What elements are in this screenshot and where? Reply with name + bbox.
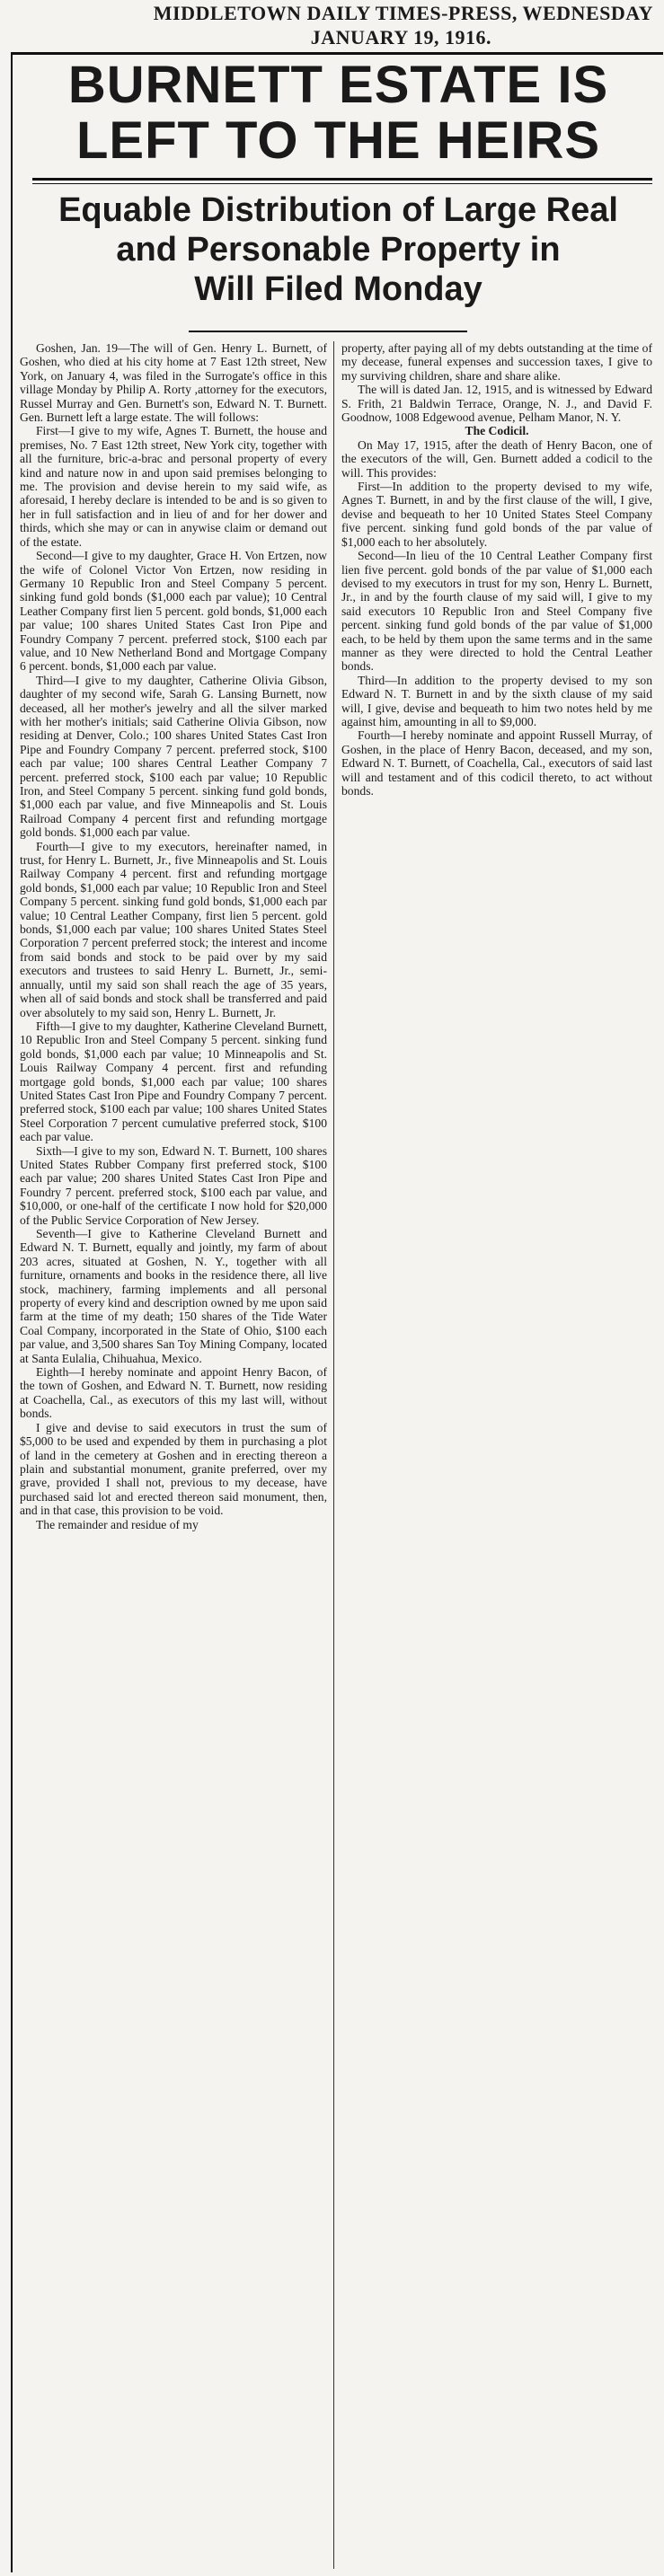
- paragraph-codicil-first: First—In addition to the property devised to my wife, Agnes T. Burnett, in and by the first clause of the will, I give, devise and bequeath to her 10 United States Steel Company five percent. sinking fund gold bonds of the par value of $1,000 each to her absolutely.: [341, 480, 652, 549]
- subhead-line-1: Equable Distribution of Large Real: [58, 191, 618, 229]
- paragraph-codicil-intro: On May 17, 1915, after the death of Henry Bacon, one of the executors of the will, Gen. Burnett added a codicil to the will. This provides:: [341, 437, 652, 480]
- paragraph-residue: The remainder and residue of my: [36, 1517, 199, 1531]
- headline: [22, 57, 655, 169]
- paragraph-third-clause: Third—I give to my daughter, Catherine Olivia Gibson, daughter of my second wife, Sarah G. Lansing Burnett, now deceased, all her mother's jewelry and all the silver marked with her mother's initials; said Catherine Olivia Gibson, now residing at Denver, Colo.; 100 shares United States Cast Iron Pipe and Foundry Company 7 percent. preferred stock, $100 each par value; 100 shares Central Leather Company 7 percent. preferred stock, $100 each par value; 10 Republic Iron, and Steel Company 5 percent. sinking fund gold bonds, $1,000 each par value, and five Minneapolis and St. Louis Railroad Company 4 percent first and refunding mortgage gold bonds. $1,000 each par value.: [20, 673, 327, 840]
- article-frame-top: [11, 52, 663, 55]
- masthead-date: JANUARY 19, 1916.: [310, 26, 491, 49]
- paragraph-first-clause: First—I give to my wife, Agnes T. Burnett, the house and premises, No. 7 East 12th street, New York city, together with all the furniture, bric-a-brac and personal property of every kind and nature now in and upon said premises belonging to me. The provision and devise herein to my said wife, as aforesaid, I hereby declare is intended to be and is so given to her in full satisfaction and in lieu of and for her dower and thirds, which she may or can in anywise claim or demand out of the estate.: [20, 424, 327, 549]
- headline-line-2: LEFT TO THE HEIRS: [75, 111, 601, 170]
- subheadline: [22, 190, 655, 309]
- headline-line-1: BURNETT ESTATE IS: [67, 56, 609, 114]
- paragraph-eighth-clause: Eighth—I hereby nominate and appoint Henry Bacon, of the town of Goshen, and Edward N. T. Burnett, now residing at Coachella, Cal., as executors of this my last will, without bonds.: [20, 1365, 327, 1421]
- subhead-line-2: and Personable Property in: [116, 231, 561, 269]
- paragraph-fifth-clause: Fifth—I give to my daughter, Katherine Cleveland Burnett, 10 Republic Iron and Steel Company 5 percent. sinking fund gold bonds, $1,000 each par value; 10 Minneapolis and St. Louis Railway Company 4 percent. first and refunding mortgage gold bonds, $1,000 each par value; 100 shares United States Cast Iron Pipe and Foundry Company 7 percent. preferred stock, $100 each par value; 100 shares United States Steel Corporation 7 percent cumulative preferred stock, $100 each par value.: [20, 1019, 327, 1144]
- article-column-2: [341, 341, 652, 1293]
- column-divider: [333, 341, 334, 2569]
- article-frame-left: [11, 52, 13, 2572]
- codicil-heading: The Codicil.: [465, 424, 529, 438]
- headline-rule-thin: [32, 183, 652, 184]
- paragraph-codicil-fourth: Fourth—I hereby nominate and appoint Russell Murray, of Goshen, in the place of Henry Bacon, deceased, and my son, Edward N. T. Burnett, of Coachella, Cal., executors of said last will and testament and of this codicil thereto, to act without bonds.: [341, 728, 652, 798]
- paragraph-fourth-clause: Fourth—I give to my executors, hereinafter named, in trust, for Henry L. Burnett, Jr., five Minneapolis and St. Louis Railway Company 4 percent. first and refunding mortgage gold bonds, $1,000 each par value; 10 Republic Iron and Steel Company 5 percent. sinking fund gold bonds, $1,000 each par value; 10 Central Leather Company, first lien 5 percent. gold bonds, $1,000 each par value; 100 shares United States Steel Corporation 7 percent preferred stock; the interest and income from said bonds and stock to be paid over by my said executors and trustees to said Henry L. Burnett, Jr., semi-annually, until my said son shall reach the age of 35 years, when all of said bonds and stock shall be transferred and paid over absolutely to my said son, Henry L. Burnett, Jr.: [20, 839, 327, 1019]
- paragraph-will-dated: The will is dated Jan. 12, 1915, and is witnessed by Edward S. Frith, 21 Baldwin Terrace, Orange, N. J., and David F. Goodnow, 1008 Edgewood avenue, Pelham Manor, N. Y.: [341, 383, 652, 425]
- paragraph-codicil-third: Third—In addition to the property devised to my son Edward N. T. Burnett in and by the sixth clause of my said will, I give, devise and bequeath to him two notes held by me against him, amounting in all to $9,000.: [341, 673, 652, 728]
- article-column-1: [20, 341, 327, 2569]
- paragraph-dateline: Goshen, Jan. 19—The will of Gen. Henry L. Burnett, of Goshen, who died at his city home at 7 East 12th street, New York, on January 4, was filed in the Surrogate's office in this village Monday by Philip A. Rorty ,attorney for the executors, Russel Murray and Gen. Burnett's son, Edward N. T. Burnett. Gen. Burnett left a large estate. The will follows:: [20, 341, 327, 425]
- subhead-rule: [189, 331, 467, 332]
- masthead-title: MIDDLETOWN DAILY TIMES-PRESS, WEDNESDAY: [153, 2, 653, 24]
- paragraph-sixth-clause: Sixth—I give to my son, Edward N. T. Burnett, 100 shares United States Rubber Company first preferred stock, $100 each par value; 200 shares United States Cast Iron Pipe and Foundry 7 percent. preferred stock, $100 each par value, and $10,000, or one-half of the certificate I now hold for $20,000 of the Public Service Corporation of New Jersey.: [20, 1143, 327, 1227]
- paragraph-codicil-second: Second—In lieu of the 10 Central Leather Company first lien five percent. gold bonds of the par value of $1,000 each devised to my executors in trust for my son, Henry L. Burnett, Jr., in and by the fourth clause of my said will, I give to my said executors 10 Republic Iron and Steel Company five percent. sinking fund gold bonds of the par value of $1,000 each, to be held by them upon the same terms and in the same manner as they were directed to hold the Central Leather bonds.: [341, 549, 652, 674]
- subhead-line-3: Will Filed Monday: [194, 270, 483, 308]
- headline-rule: [32, 178, 652, 181]
- paragraph-monument: I give and devise to said executors in trust the sum of $5,000 to be used and expended by them in purchasing a plot of land in the cemetery at Goshen and in erecting thereon a plain and substantial monument, granite preferred, over my grave, provided I shall not, previous to my decease, have purchased said lot and erected thereon said monument, then, and in that case, this provision to be void.: [20, 1420, 327, 1518]
- paragraph-seventh-clause: Seventh—I give to Katherine Cleveland Burnett and Edward N. T. Burnett, equally and jointly, my farm of about 203 acres, situated at Goshen, N. Y., together with all furniture, ornaments and books in the residence there, all live stock, machinery, farming implements and all personal property of every kind and description owned by me upon said farm at the time of my death; 150 shares of the Tide Water Coal Company, incorporated in the State of Ohio, $100 each par value, and 3,500 shares San Toy Mining Company, located at Santa Eulalia, Chihuahua, Mexico.: [20, 1227, 327, 1365]
- masthead: [0, 0, 664, 50]
- paragraph-continuation: property, after paying all of my debts outstanding at the time of my decease, funeral expenses and succession taxes, I give to my surviving children, share and share alike.: [341, 341, 652, 383]
- paragraph-second-clause: Second—I give to my daughter, Grace H. Von Ertzen, now the wife of Colonel Victor Von Ertzen, now residing in Germany 10 Republic Iron and Steel Company 5 percent. sinking fund gold bonds ($1,000 each par value); 10 Central Leather Company first lien 5 percent. gold bonds, $1,000 each par value; 100 shares United States Cast Iron Pipe and Foundry Company 7 percent. preferred stock, $100 each par value, and 10 New Netherland Bond and Mortgage Company 6 percent. bonds, $1,000 each par value.: [20, 549, 327, 674]
